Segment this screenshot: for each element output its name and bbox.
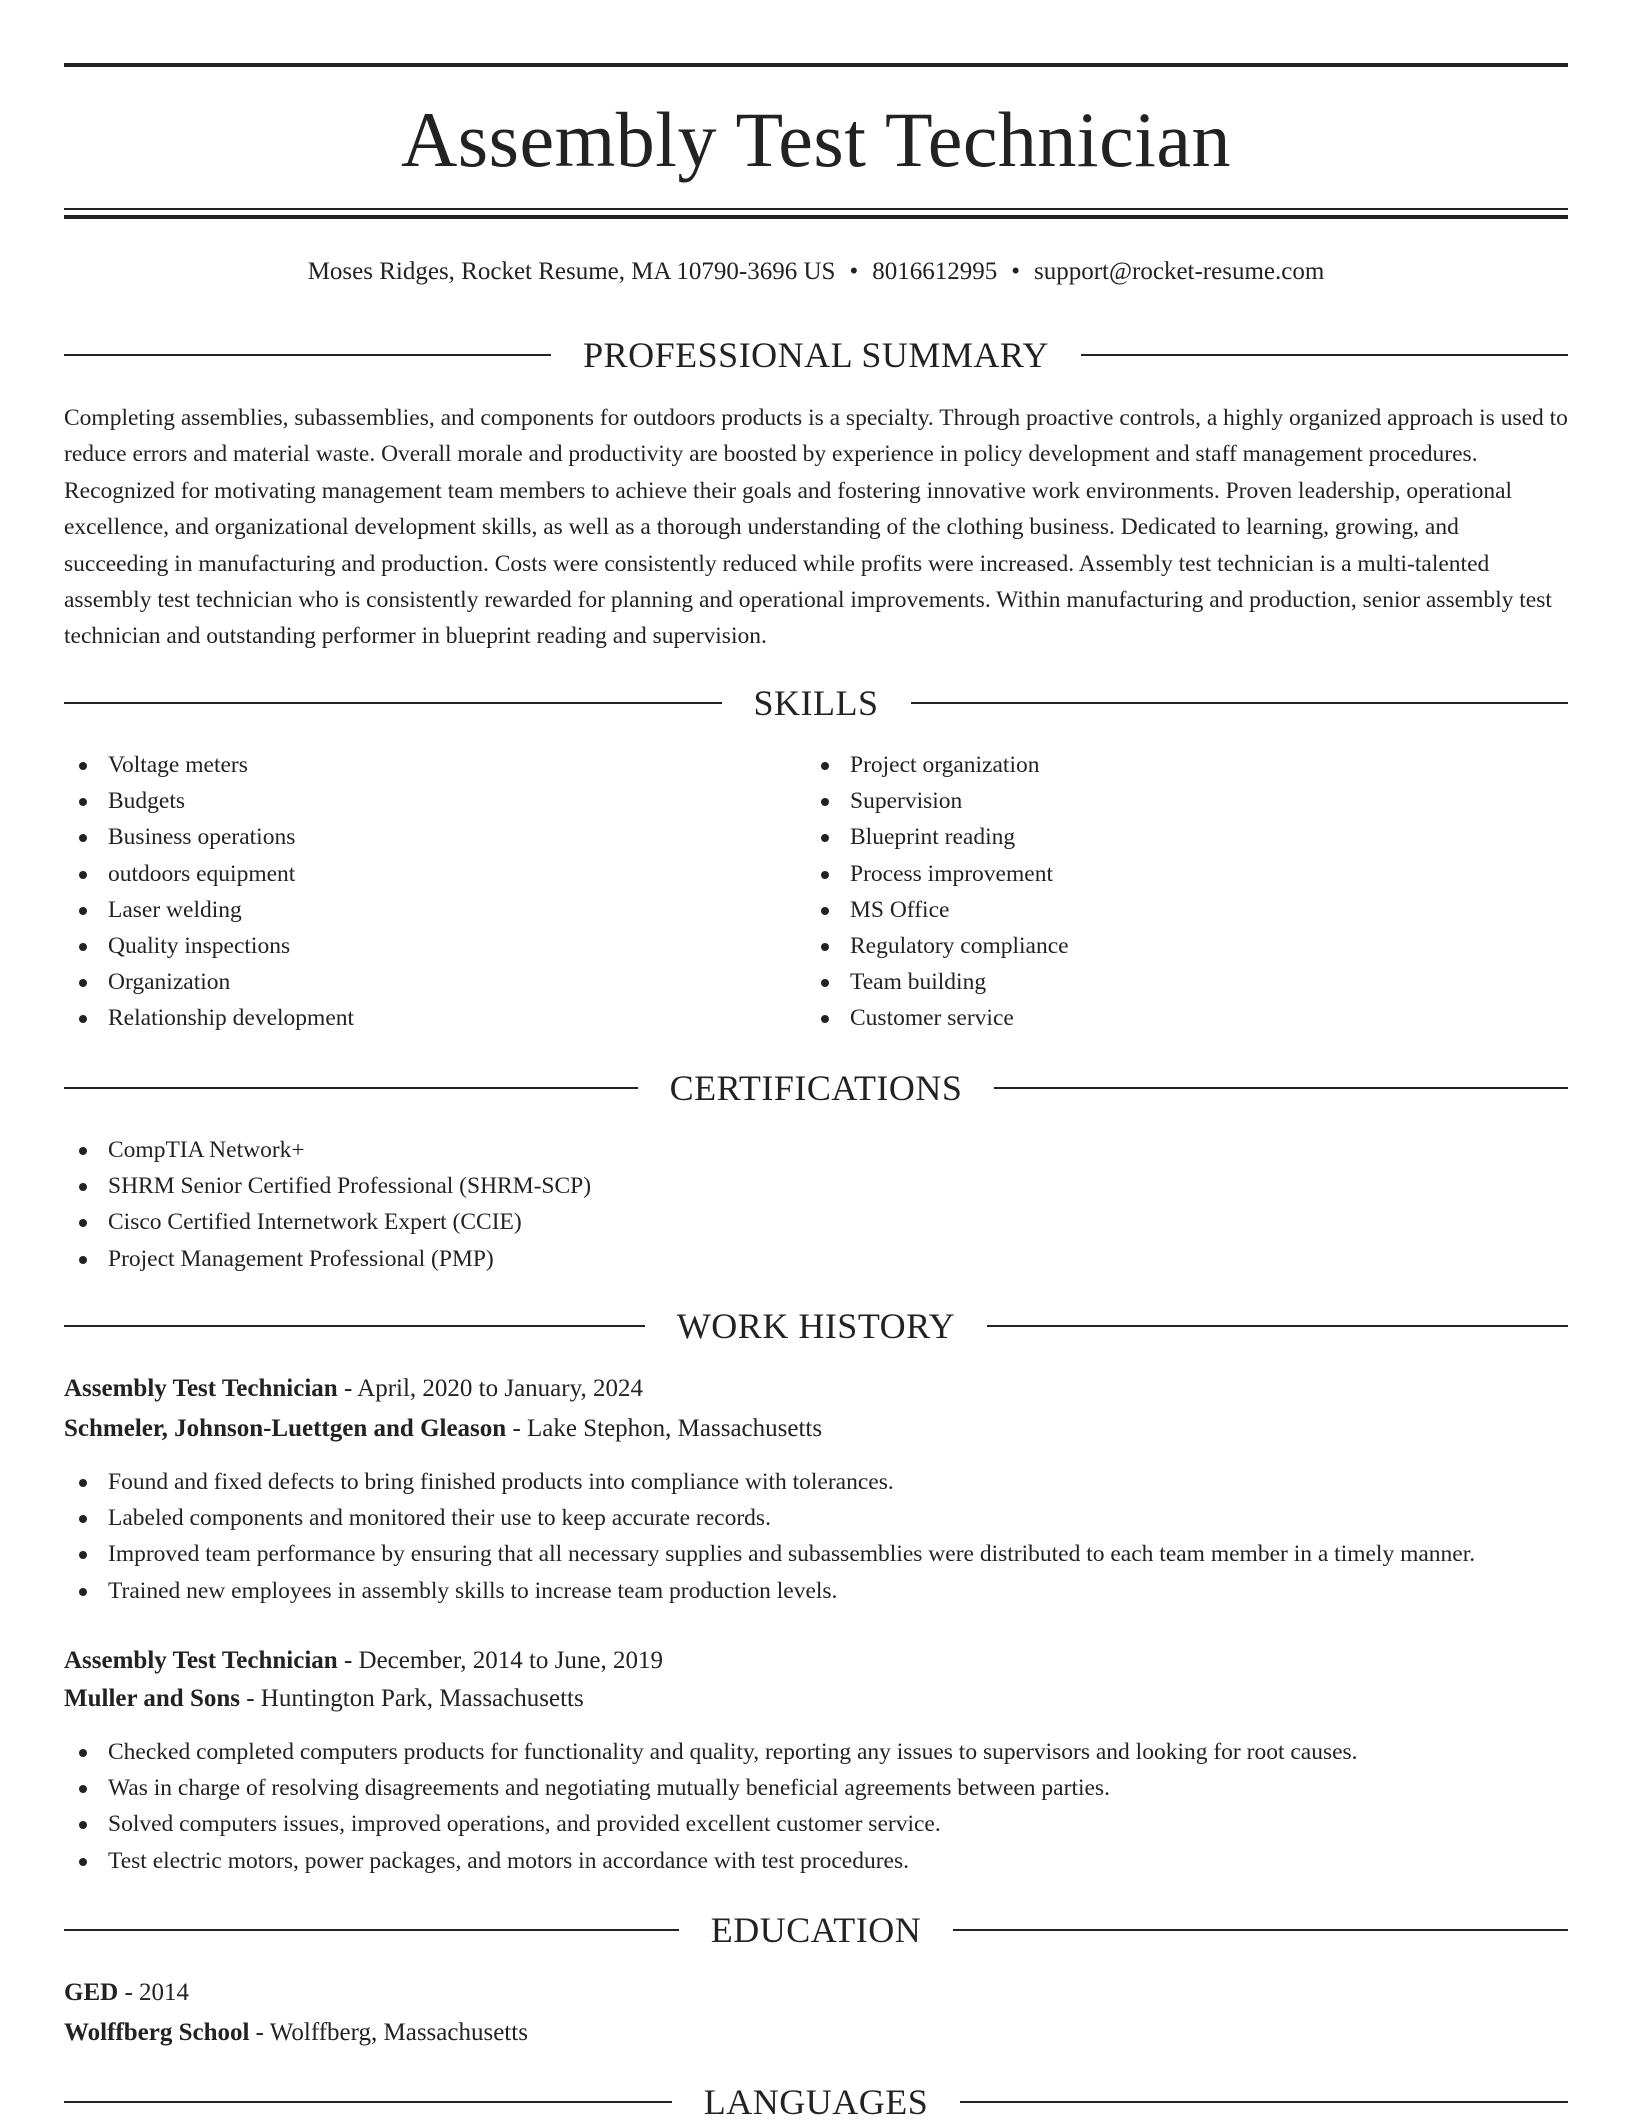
heading-rule bbox=[953, 1929, 1568, 1931]
skill-item: Business operations bbox=[64, 819, 354, 855]
section-heading-work-history bbox=[64, 1304, 1568, 1348]
heading-rule bbox=[987, 1325, 1568, 1327]
job-duty-item: Was in charge of resolving disagreements and negotiating mutually beneficial agreements between parties. bbox=[64, 1770, 1358, 1806]
job-company: Muller and Sons bbox=[64, 1685, 240, 1712]
job-title-line bbox=[64, 1642, 663, 1680]
contact-email: support@rocket-resume.com bbox=[1034, 258, 1325, 285]
heading-rule bbox=[1081, 354, 1568, 356]
skills-list-right bbox=[806, 747, 1069, 1037]
contact-phone: 8016612995 bbox=[872, 258, 998, 285]
title-rule-thick bbox=[64, 215, 1568, 219]
certification-item: SHRM Senior Certified Professional (SHRM-SCP) bbox=[64, 1168, 591, 1204]
skill-item: outdoors equipment bbox=[64, 856, 354, 892]
heading-rule bbox=[64, 1325, 645, 1327]
section-heading-certifications bbox=[64, 1066, 1568, 1110]
heading-rule bbox=[64, 2101, 672, 2103]
education-year: - 2014 bbox=[118, 1979, 190, 2006]
skill-item: Quality inspections bbox=[64, 928, 354, 964]
job-duty-item: Found and fixed defects to bring finished products into compliance with tolerances. bbox=[64, 1464, 1475, 1500]
section-heading-languages bbox=[64, 2080, 1568, 2124]
section-title: LANGUAGES bbox=[703, 2082, 929, 2122]
education-location: - Wolffberg, Massachusetts bbox=[249, 2019, 528, 2046]
skill-item: Team building bbox=[806, 964, 1069, 1000]
top-rule bbox=[64, 63, 1568, 67]
section-title: SKILLS bbox=[753, 683, 879, 723]
education-degree: GED bbox=[64, 1979, 119, 2006]
skill-item: Regulatory compliance bbox=[806, 928, 1069, 964]
certifications-list bbox=[64, 1132, 591, 1277]
section-title: WORK HISTORY bbox=[676, 1306, 956, 1346]
heading-rule bbox=[64, 354, 551, 356]
skill-item: Supervision bbox=[806, 783, 1069, 819]
skill-item: Process improvement bbox=[806, 856, 1069, 892]
certification-item: CompTIA Network+ bbox=[64, 1132, 591, 1168]
heading-rule bbox=[994, 1087, 1568, 1089]
contact-line bbox=[64, 252, 1568, 292]
section-title: EDUCATION bbox=[710, 1910, 922, 1950]
job-title: Assembly Test Technician bbox=[64, 1375, 338, 1402]
job-duties-list bbox=[64, 1464, 1475, 1609]
job-location: - Lake Stephon, Massachusetts bbox=[506, 1415, 823, 1442]
education-school: Wolffberg School bbox=[64, 2019, 250, 2046]
job-duty-item: Improved team performance by ensuring that all necessary supplies and subassemblies were distributed to each team member in a timely manner. bbox=[64, 1536, 1475, 1572]
job-dates: - December, 2014 to June, 2019 bbox=[337, 1647, 663, 1674]
skill-item: Customer service bbox=[806, 1000, 1069, 1036]
summary-paragraph: Completing assemblies, subassemblies, and components for outdoors products is a specialty. Through proactive controls, a highly organized approach is used to reduce errors and material waste. Overall morale and productivity are boosted by experience in policy development and staff management procedures. Recognized for motivating management team members to achieve their goals and fostering innovative work environments. Proven leadership, operational excellence, and organizational development skills, as well as a thorough understanding of the clothing business. Dedicated to learning, growing, and succeeding in manufacturing and production. Costs were consistently reduced while profits were increased. Assembly test technician is a multi-talented assembly test technician who is consistently rewarded for planning and operational improvements. Within manufacturing and production, senior assembly test technician and outstanding performer in blueprint reading and supervision. bbox=[64, 405, 1568, 650]
job-duties-list bbox=[64, 1734, 1358, 1879]
job-company: Schmeler, Johnson-Luettgen and Gleason bbox=[64, 1415, 507, 1442]
job-location: - Huntington Park, Massachusetts bbox=[239, 1685, 584, 1712]
job-title-line bbox=[64, 1370, 643, 1408]
certification-item: Cisco Certified Internetwork Expert (CCIE) bbox=[64, 1204, 591, 1240]
resume-title: Assembly Test Technician bbox=[400, 96, 1232, 183]
job-dates: - April, 2020 to January, 2024 bbox=[337, 1375, 643, 1402]
job-duty-item: Trained new employees in assembly skills to increase team production levels. bbox=[64, 1573, 1475, 1609]
skill-item: MS Office bbox=[806, 892, 1069, 928]
skill-item: Relationship development bbox=[64, 1000, 354, 1036]
skill-item: Project organization bbox=[806, 747, 1069, 783]
section-heading-skills bbox=[64, 681, 1568, 725]
job-company-line bbox=[64, 1680, 584, 1718]
certification-item: Project Management Professional (PMP) bbox=[64, 1241, 591, 1277]
job-title: Assembly Test Technician bbox=[64, 1647, 338, 1674]
skills-list-left bbox=[64, 747, 354, 1037]
heading-rule bbox=[64, 1929, 679, 1931]
job-duty-item: Labeled components and monitored their use to keep accurate records. bbox=[64, 1500, 1475, 1536]
heading-rule bbox=[64, 702, 722, 704]
title-rule-thin bbox=[64, 208, 1568, 210]
education-degree-line bbox=[64, 1974, 189, 2012]
contact-separator: • bbox=[849, 258, 859, 285]
skill-item: Laser welding bbox=[64, 892, 354, 928]
heading-rule bbox=[64, 1087, 638, 1089]
section-title: CERTIFICATIONS bbox=[669, 1068, 963, 1108]
heading-rule bbox=[911, 702, 1569, 704]
job-duty-item: Solved computers issues, improved operations, and provided excellent customer service. bbox=[64, 1806, 1358, 1842]
section-heading-summary bbox=[64, 333, 1568, 377]
skill-item: Blueprint reading bbox=[806, 819, 1069, 855]
heading-rule bbox=[960, 2101, 1568, 2103]
section-title: PROFESSIONAL SUMMARY bbox=[583, 335, 1049, 375]
job-duty-item: Test electric motors, power packages, and motors in accordance with test procedures. bbox=[64, 1843, 1358, 1879]
job-duty-item: Checked completed computers products for functionality and quality, reporting any issues to supervisors and looking for root causes. bbox=[64, 1734, 1358, 1770]
contact-address: Moses Ridges, Rocket Resume, MA 10790-3696 US bbox=[307, 258, 836, 285]
skill-item: Organization bbox=[64, 964, 354, 1000]
skill-item: Budgets bbox=[64, 783, 354, 819]
job-company-line bbox=[64, 1410, 822, 1448]
section-heading-education bbox=[64, 1908, 1568, 1952]
education-school-line bbox=[64, 2014, 528, 2052]
skill-item: Voltage meters bbox=[64, 747, 354, 783]
contact-separator: • bbox=[1011, 258, 1020, 285]
